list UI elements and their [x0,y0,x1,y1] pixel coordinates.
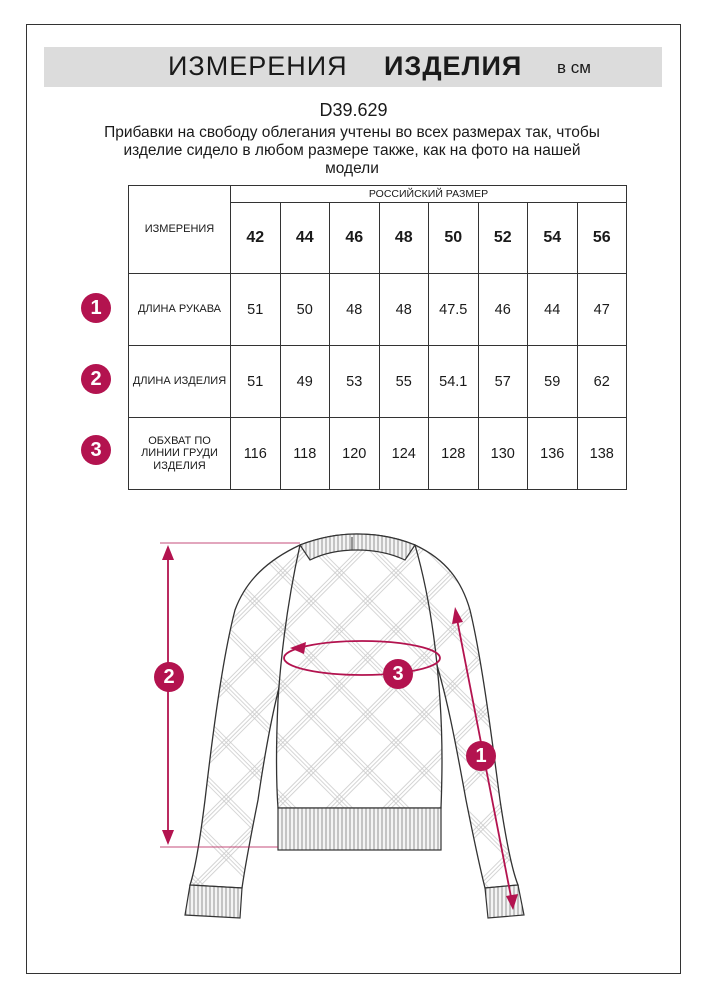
fit-note: Прибавки на свободу облегания учтены во всех размерах так, чтобы изделие сидело в любом размере также, как на фото на нашей модели [104,124,600,177]
table-cell: 51 [231,346,281,418]
size-header: 52 [478,203,528,274]
table-cell: 51 [231,274,281,346]
row-label-sleeve-length: ДЛИНА РУКАВА [129,274,231,346]
table-cell: 47.5 [429,274,479,346]
table-cell: 59 [528,346,578,418]
title-unit: в см [557,58,591,77]
size-header: 54 [528,203,578,274]
product-code: D39.629 [319,100,388,120]
size-header: 42 [231,203,281,274]
table-cell: 48 [330,274,380,346]
size-header: 48 [379,203,429,274]
table-cell: 130 [478,418,528,490]
table-corner-label: ИЗМЕРЕНИЯ [129,186,231,274]
size-header: 56 [577,203,627,274]
table-cell: 55 [379,346,429,418]
diagram-badge-1: 1 [466,741,496,771]
table-cell: 128 [429,418,479,490]
row-badge-2: 2 [81,364,111,394]
row-badge-3: 3 [81,435,111,465]
table-cell: 124 [379,418,429,490]
table-cell: 120 [330,418,380,490]
table-cell: 48 [379,274,429,346]
table-cell: 49 [280,346,330,418]
table-cell: 62 [577,346,627,418]
row-badge-1: 1 [81,293,111,323]
diagram-badge-2: 2 [154,662,184,692]
table-cell: 138 [577,418,627,490]
table-cell: 118 [280,418,330,490]
size-header: 46 [330,203,380,274]
row-label-garment-length: ДЛИНА ИЗДЕЛИЯ [129,346,231,418]
table-cell: 44 [528,274,578,346]
size-group-label: РОССИЙСКИЙ РАЗМЕР [231,186,627,203]
table-cell: 50 [280,274,330,346]
diagram-badge-3: 3 [383,659,413,689]
title-measurements: ИЗМЕРЕНИЯ [168,51,348,81]
table-cell: 46 [478,274,528,346]
row-label-chest-girth: ОБХВАТ ПО ЛИНИИ ГРУДИ ИЗДЕЛИЯ [129,418,231,490]
title-product: ИЗДЕЛИЯ [384,51,523,81]
table-cell: 116 [231,418,281,490]
table-cell: 136 [528,418,578,490]
table-cell: 47 [577,274,627,346]
table-cell: 54.1 [429,346,479,418]
table-cell: 57 [478,346,528,418]
size-header: 44 [280,203,330,274]
table-cell: 53 [330,346,380,418]
size-header: 50 [429,203,479,274]
